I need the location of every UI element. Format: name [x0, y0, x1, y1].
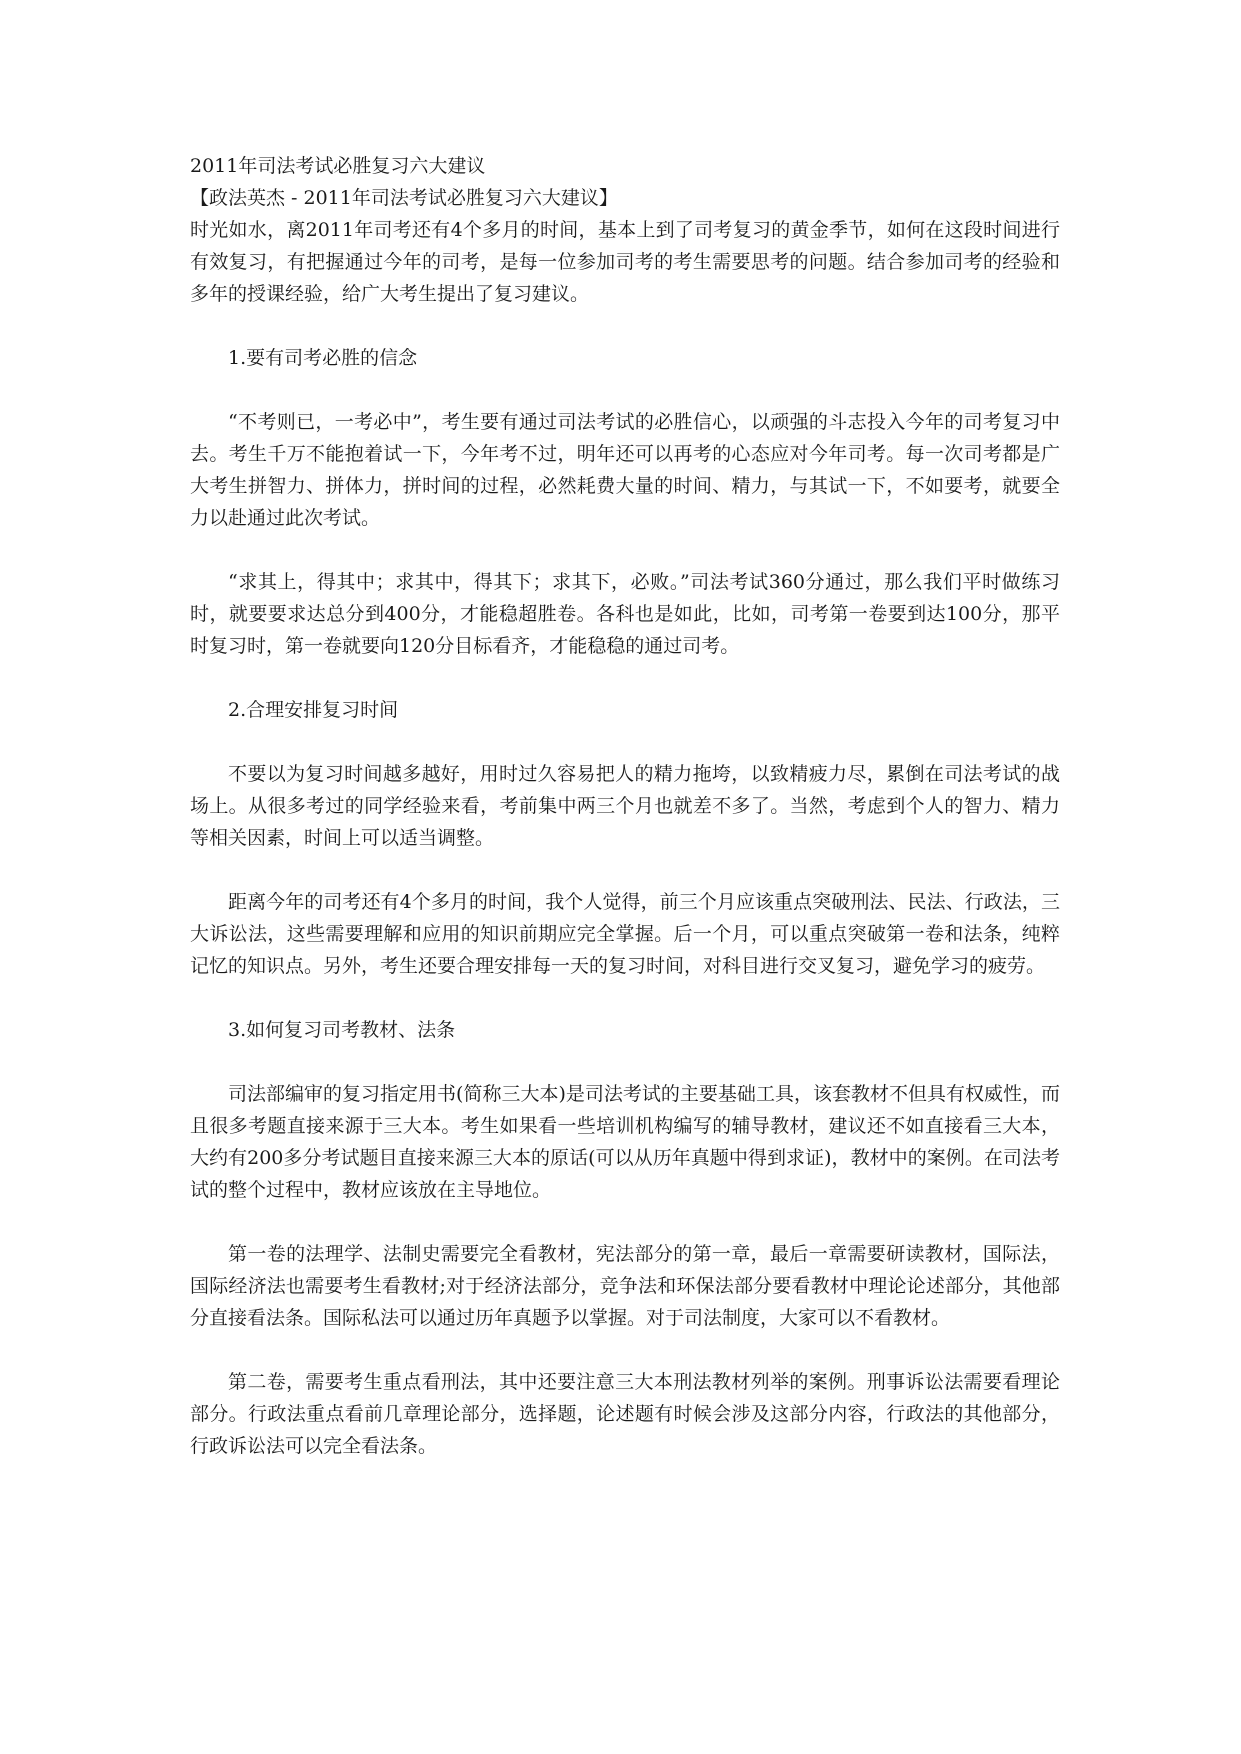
- spacer: [190, 374, 1060, 406]
- section-3-paragraph-3: 第二卷，需要考生重点看刑法，其中还要注意三大本刑法教材列举的案例。刑事诉讼法需要看理论部分。行政法重点看前几章理论部分，选择题，论述题有时候会涉及这部分内容，行政法的其他部分，行政诉讼法可以完全看法条。: [190, 1371, 1060, 1457]
- spacer: [190, 854, 1060, 886]
- source-line: 【政法英杰 - 2011年司法考试必胜复习六大建议】: [190, 187, 618, 209]
- section-1-paragraph-1: “不考则已，一考必中”，考生要有通过司法考试的必胜信心，以顽强的斗志投入今年的司考复习中去。考生千万不能抱着试一下，今年考不过，明年还可以再考的心态应对今年司考。每一次司考都是广大考生拼智力、拼体力，拼时间的过程，必然耗费大量的时间、精力，与其试一下，不如要考，就要全力以赴通过此次考试。: [190, 411, 1060, 529]
- spacer: [190, 310, 1060, 342]
- section-3-paragraph-1: 司法部编审的复习指定用书(简称三大本)是司法考试的主要基础工具，该套教材不但具有权威性，而且很多考题直接来源于三大本。考生如果看一些培训机构编写的辅导教材，建议还不如直接看三大本，大约有200多分考试题目直接来源三大本的原话(可以从历年真题中得到求证)，教材中的案例。在司法考试的整个过程中，教材应该放在主导地位。: [190, 1083, 1060, 1201]
- section-3-paragraph-2: 第一卷的法理学、法制史需要完全看教材，宪法部分的第一章，最后一章需要研读教材，国际法，国际经济法也需要考生看教材;对于经济法部分，竞争法和环保法部分要看教材中理论论述部分，其他部分直接看法条。国际私法可以通过历年真题予以掌握。对于司法制度，大家可以不看教材。: [190, 1243, 1060, 1329]
- section-heading-3: 3.如何复习司考教材、法条: [228, 1019, 456, 1041]
- section-1-paragraph-2: “求其上，得其中；求其中，得其下；求其下，必败。”司法考试360分通过，那么我们平时做练习时，就要要求达总分到400分，才能稳超胜卷。各科也是如此，比如，司考第一卷要到达100分，那平时复习时，第一卷就要向120分目标看齐，才能稳稳的通过司考。: [190, 571, 1060, 657]
- document-title: 2011年司法考试必胜复习六大建议: [190, 155, 486, 177]
- section-2-paragraph-2: 距离今年的司考还有4个多月的时间，我个人觉得，前三个月应该重点突破刑法、民法、行政法，三大诉讼法，这些需要理解和应用的知识前期应完全掌握。后一个月，可以重点突破第一卷和法条，纯粹记忆的知识点。另外，考生还要合理安排每一天的复习时间，对科目进行交叉复习，避免学习的疲劳。: [190, 891, 1060, 977]
- section-heading-1: 1.要有司考必胜的信念: [228, 347, 418, 369]
- spacer: [190, 726, 1060, 758]
- spacer: [190, 662, 1060, 694]
- document-page: [190, 150, 1060, 1462]
- spacer: [190, 1206, 1060, 1238]
- intro-paragraph: 时光如水，离2011年司考还有4个多月的时间，基本上到了司考复习的黄金季节，如何在这段时间进行有效复习，有把握通过今年的司考，是每一位参加司考的考生需要思考的问题。结合参加司考的经验和多年的授课经验，给广大考生提出了复习建议。: [190, 219, 1060, 305]
- spacer: [190, 1046, 1060, 1078]
- spacer: [190, 982, 1060, 1014]
- spacer: [190, 1334, 1060, 1366]
- section-heading-2: 2.合理安排复习时间: [228, 699, 399, 721]
- spacer: [190, 534, 1060, 566]
- section-2-paragraph-1: 不要以为复习时间越多越好，用时过久容易把人的精力拖垮，以致精疲力尽，累倒在司法考试的战场上。从很多考过的同学经验来看，考前集中两三个月也就差不多了。当然，考虑到个人的智力、精力等相关因素，时间上可以适当调整。: [190, 763, 1060, 849]
